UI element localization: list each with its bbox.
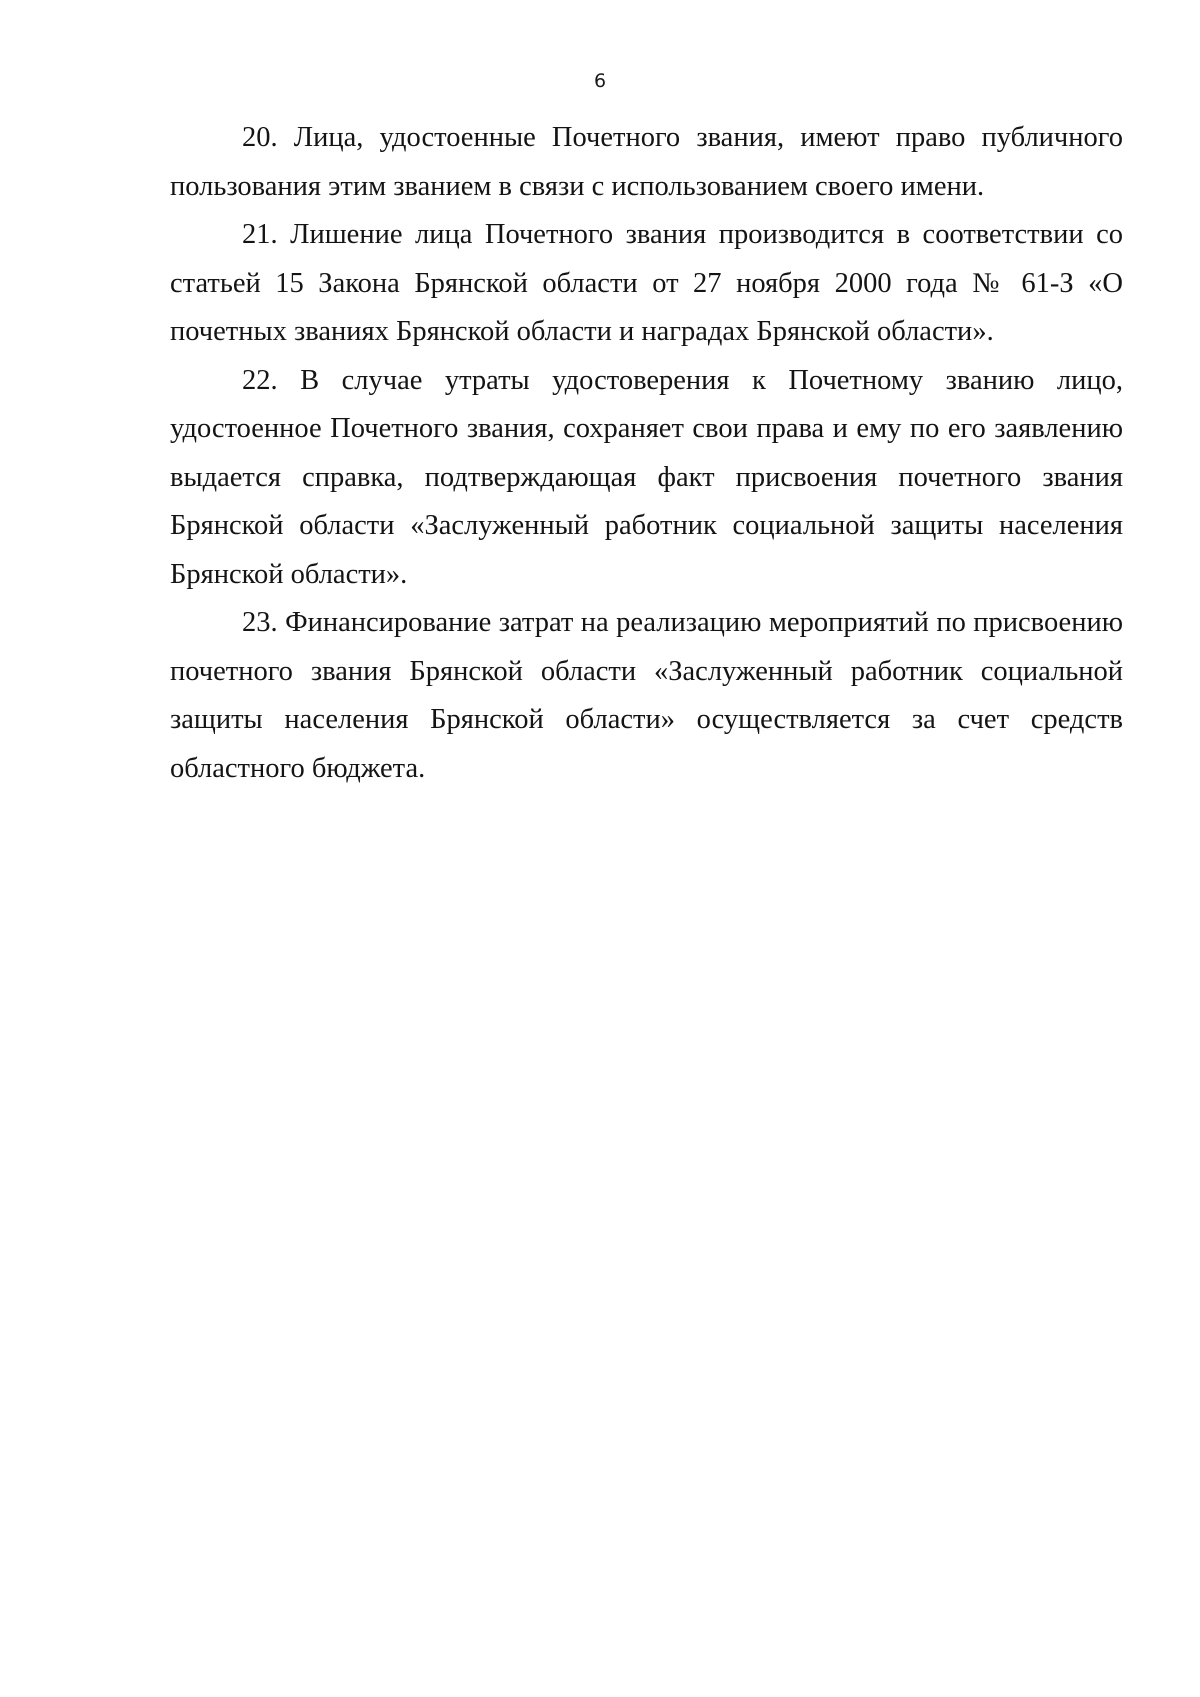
document-body [170,114,1123,793]
clause-20: 20. Лица, удостоенные Почетного звания, имеют право публичного пользования этим званием в связи с использованием своего имени. [170,122,1123,202]
clause-22: 22. В случае утраты удостоверения к Почетному званию лицо, удостоенное Почетного звания, сохраняет свои права и ему по его заявлению выдается справка, подтверждающая факт присвоения почетного звания Брянской области «Заслуженный работник социальной защиты населения Брянской области». [170,364,1123,590]
page-number: 6 [593,70,607,92]
clause-23: 23. Финансирование затрат на реализацию мероприятий по присвоению почетного звания Брянской области «Заслуженный работник социальной защиты населения Брянской области» осуществляется за счет средств областного бюджета. [170,607,1123,784]
clause-21: 21. Лишение лица Почетного звания производится в соответствии со статьей 15 Закона Брянской области от 27 ноября 2000 года № 61-З «О почетных званиях Брянской области и наградах Брянской области». [170,219,1123,347]
